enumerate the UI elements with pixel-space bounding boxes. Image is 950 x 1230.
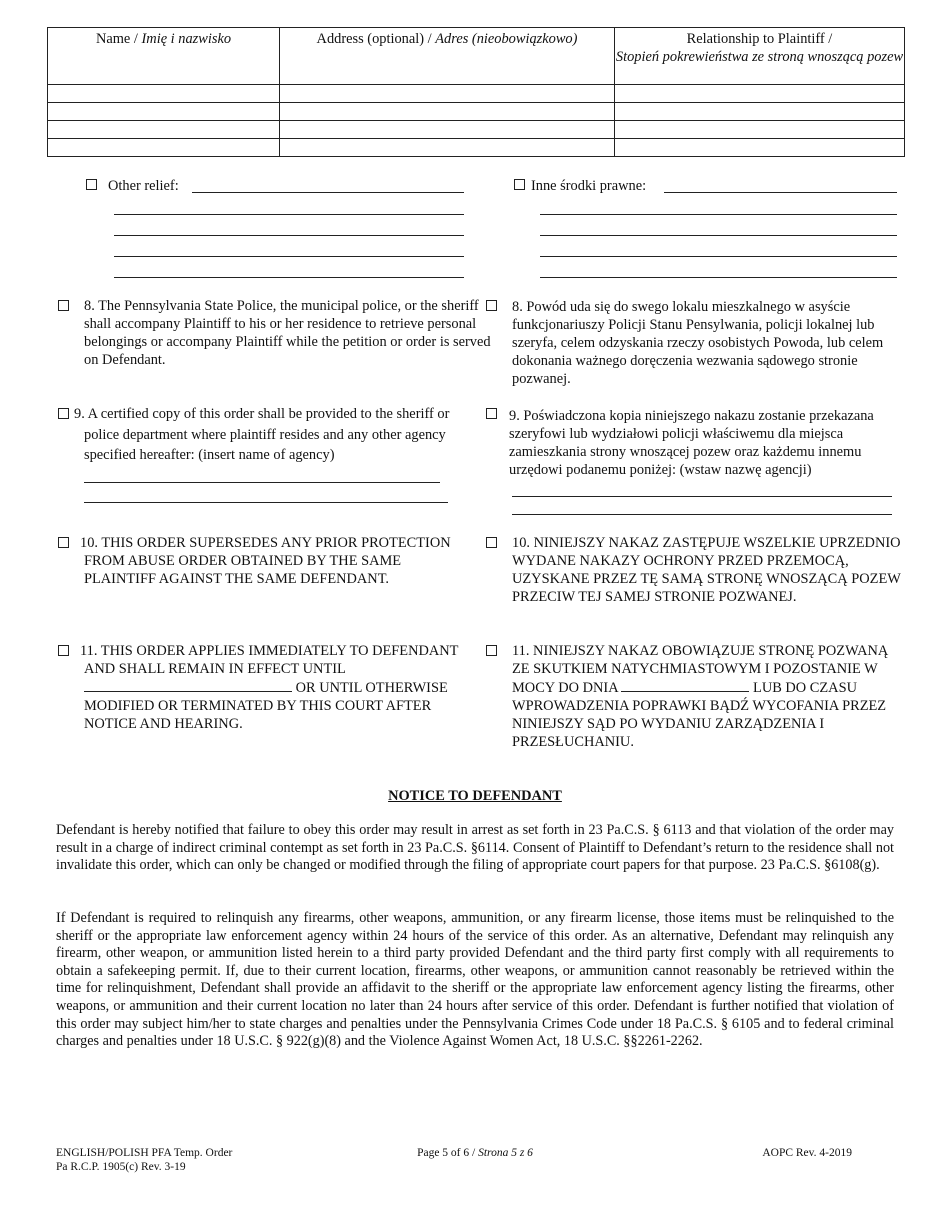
item11-pl-date-blank[interactable] xyxy=(621,678,749,692)
table-row xyxy=(48,85,905,103)
footer-page-number: Page 5 of 6 / Strona 5 z 6 xyxy=(417,1147,533,1159)
header-name: Name / Imię i nazwisko xyxy=(48,28,280,85)
table-cell[interactable] xyxy=(48,103,280,121)
table-cell[interactable] xyxy=(280,85,615,103)
item9-en-agency-line[interactable] xyxy=(84,502,448,503)
item9-en-agency-line[interactable] xyxy=(84,482,440,483)
table-cell[interactable] xyxy=(280,139,615,157)
inne-srodki-line[interactable] xyxy=(540,235,897,236)
item9-pl-agency-line[interactable] xyxy=(512,496,892,497)
inne-srodki-label: Inne środki prawne: xyxy=(531,178,647,194)
table-header-row xyxy=(48,28,905,85)
item11-en-text-a: 11. THIS ORDER APPLIES IMMEDIATELY TO DEFENDANT AND SHALL REMAIN IN EFFECT UNTIL xyxy=(80,643,459,677)
item9-en-checkbox[interactable] xyxy=(58,408,69,419)
inne-srodki-line[interactable] xyxy=(664,192,897,193)
table-cell[interactable] xyxy=(615,103,905,121)
item11-en-checkbox[interactable] xyxy=(58,645,69,656)
table-cell[interactable] xyxy=(48,121,280,139)
table-cell[interactable] xyxy=(48,139,280,157)
item11-pl-text-a: 11. NINIEJSZY NAKAZ OBOWIĄZUJE STRONĘ POZWANĄ ZE SKUTKIEM NATYCHMIASTOWYM I POZOSTANIE W MOCY DO DNIA xyxy=(512,643,889,696)
inne-srodki-line[interactable] xyxy=(540,256,897,257)
footer-revision: AOPC Rev. 4-2019 xyxy=(762,1147,852,1159)
footer-form-name: ENGLISH/POLISH PFA Temp. Order xyxy=(56,1147,233,1159)
item10-pl-checkbox[interactable] xyxy=(486,537,497,548)
other-relief-line[interactable] xyxy=(114,256,464,257)
table-cell[interactable] xyxy=(280,103,615,121)
table-row xyxy=(48,139,905,157)
other-relief-line[interactable] xyxy=(114,214,464,215)
persons-table xyxy=(47,27,905,157)
header-address: Address (optional) / Adres (nieobowiązkowo) xyxy=(280,28,615,85)
item11-en-date-blank[interactable] xyxy=(84,678,292,692)
table-row xyxy=(48,121,905,139)
table-cell[interactable] xyxy=(48,85,280,103)
item8-pl-checkbox[interactable] xyxy=(486,300,497,311)
item10-pl-text: 10. NINIEJSZY NAKAZ ZASTĘPUJE WSZELKIE UPRZEDNIO WYDANE NAKAZY OCHRONY PRZED PRZEMOCĄ, UZYSKANE PRZEZ TĘ SAMĄ STRONĘ WNOSZĄCĄ POZEW PRZECIW TEJ SAMEJ STRONIE POZWANEJ. xyxy=(512,535,901,605)
table-cell[interactable] xyxy=(280,121,615,139)
item9-pl-agency-line[interactable] xyxy=(512,514,892,515)
other-relief-line[interactable] xyxy=(114,235,464,236)
item10-en-checkbox[interactable] xyxy=(58,537,69,548)
table-row xyxy=(48,103,905,121)
notice-paragraph-1: Defendant is hereby notified that failure to obey this order may result in arrest as set forth in 23 Pa.C.S. § 6113 and that violation of the order may result in a charge of indirect criminal contempt as set forth in 23 Pa.C.S. §6114. Consent of Plaintiff to Defendant’s return to the residence shall not invalidate this order, which can only be changed or modified through the filing of appropriate court papers for that purpose. 23 Pa.C.S. §6108(g). xyxy=(56,822,894,874)
notice-title: NOTICE TO DEFENDANT xyxy=(388,788,562,804)
notice-paragraph-2: If Defendant is required to relinquish any firearms, other weapons, ammunition, or any firearm license, those items must be relinquished to the sheriff or the appropriate law enforcement agency within 24 hours of the service of this order. As an alternative, Defendant may relinquish any firearm, other weapon, or ammunition listed herein to a third party provided Defendant and the third party first comply with all requirements to obtain a safekeeping permit. If, due to their current location, firearms, other weapons, or ammunition cannot reasonably be retrieved within the time for relinquishment, Defendant shall provide an affidavit to the sheriff or the appropriate law enforcement agency listing the firearms, other weapons, or ammunition and their current location no later than 24 hours after service of this order. Defendant is further notified that violation of this order may subject him/her to state charges and penalties under the Pennsylvania Crimes Code under 18 Pa.C.S. § 6105 and to federal criminal charges and penalties under 18 U.S.C. § 922(g)(8) and the Violence Against Women Act, 18 U.S.C. §§2261-2262. xyxy=(56,910,894,1050)
item8-pl-text: 8. Powód uda się do swego lokalu mieszkalnego w asyście funkcjonariuszy Policji Stanu Pensylwania, policji lokalnej lub szeryfa, celem odzyskania rzeczy osobistych Powoda, lub celem dokonania ważnego doręczenia wezwania sądowego stronie pozwanej. xyxy=(512,299,884,387)
item9-en-text: 9. A certified copy of this order shall be provided to the sheriff or police department where plaintiff resides and any other agency specified hereafter: (insert name of agency) xyxy=(74,406,450,463)
item11-pl-text-b: LUB DO CZASU WPROWADZENIA POPRAWKI BĄDŹ WYCOFANIA PRZEZ NINIEJSZY SĄD PO WYDANIU ZARZĄDZENIA I PRZESŁUCHANIU. xyxy=(512,680,887,750)
item11-pl-checkbox[interactable] xyxy=(486,645,497,656)
other-relief-line[interactable] xyxy=(192,192,464,193)
table-cell[interactable] xyxy=(615,139,905,157)
table-cell[interactable] xyxy=(615,85,905,103)
item8-en-text: 8. The Pennsylvania State Police, the municipal police, or the sheriff shall accompany Plaintiff to his or her residence to retrieve personal belongings or accompany Plaintiff while the petition or order is served on Defendant. xyxy=(84,298,491,368)
inne-srodki-checkbox[interactable] xyxy=(514,179,525,190)
other-relief-line[interactable] xyxy=(114,277,464,278)
item9-pl-text: 9. Poświadczona kopia niniejszego nakazu zostanie przekazana szeryfowi lub wydziałowi policji właściwemu dla miejsca zamieszkania strony wnoszącej pozew oraz każdemu innemu urzędowi podanemu poniżej: (wstaw nazwę agencji) xyxy=(509,408,874,478)
table-cell[interactable] xyxy=(615,121,905,139)
item9-pl-checkbox[interactable] xyxy=(486,408,497,419)
inne-srodki-line[interactable] xyxy=(540,214,897,215)
other-relief-label: Other relief: xyxy=(108,178,179,194)
footer-rule-ref: Pa R.C.P. 1905(c) Rev. 3-19 xyxy=(56,1161,186,1173)
item11-en-text-b: OR UNTIL OTHERWISE MODIFIED OR TERMINATED BY THIS COURT AFTER NOTICE AND HEARING. xyxy=(84,680,448,732)
other-relief-checkbox[interactable] xyxy=(86,179,97,190)
header-relationship: Relationship to Plaintiff / Stopień pokrewieństwa ze stroną wnoszącą pozew xyxy=(615,28,905,85)
inne-srodki-line[interactable] xyxy=(540,277,897,278)
item10-en-text: 10. THIS ORDER SUPERSEDES ANY PRIOR PROTECTION FROM ABUSE ORDER OBTAINED BY THE SAME PLAINTIFF AGAINST THE SAME DEFENDANT. xyxy=(80,535,451,587)
